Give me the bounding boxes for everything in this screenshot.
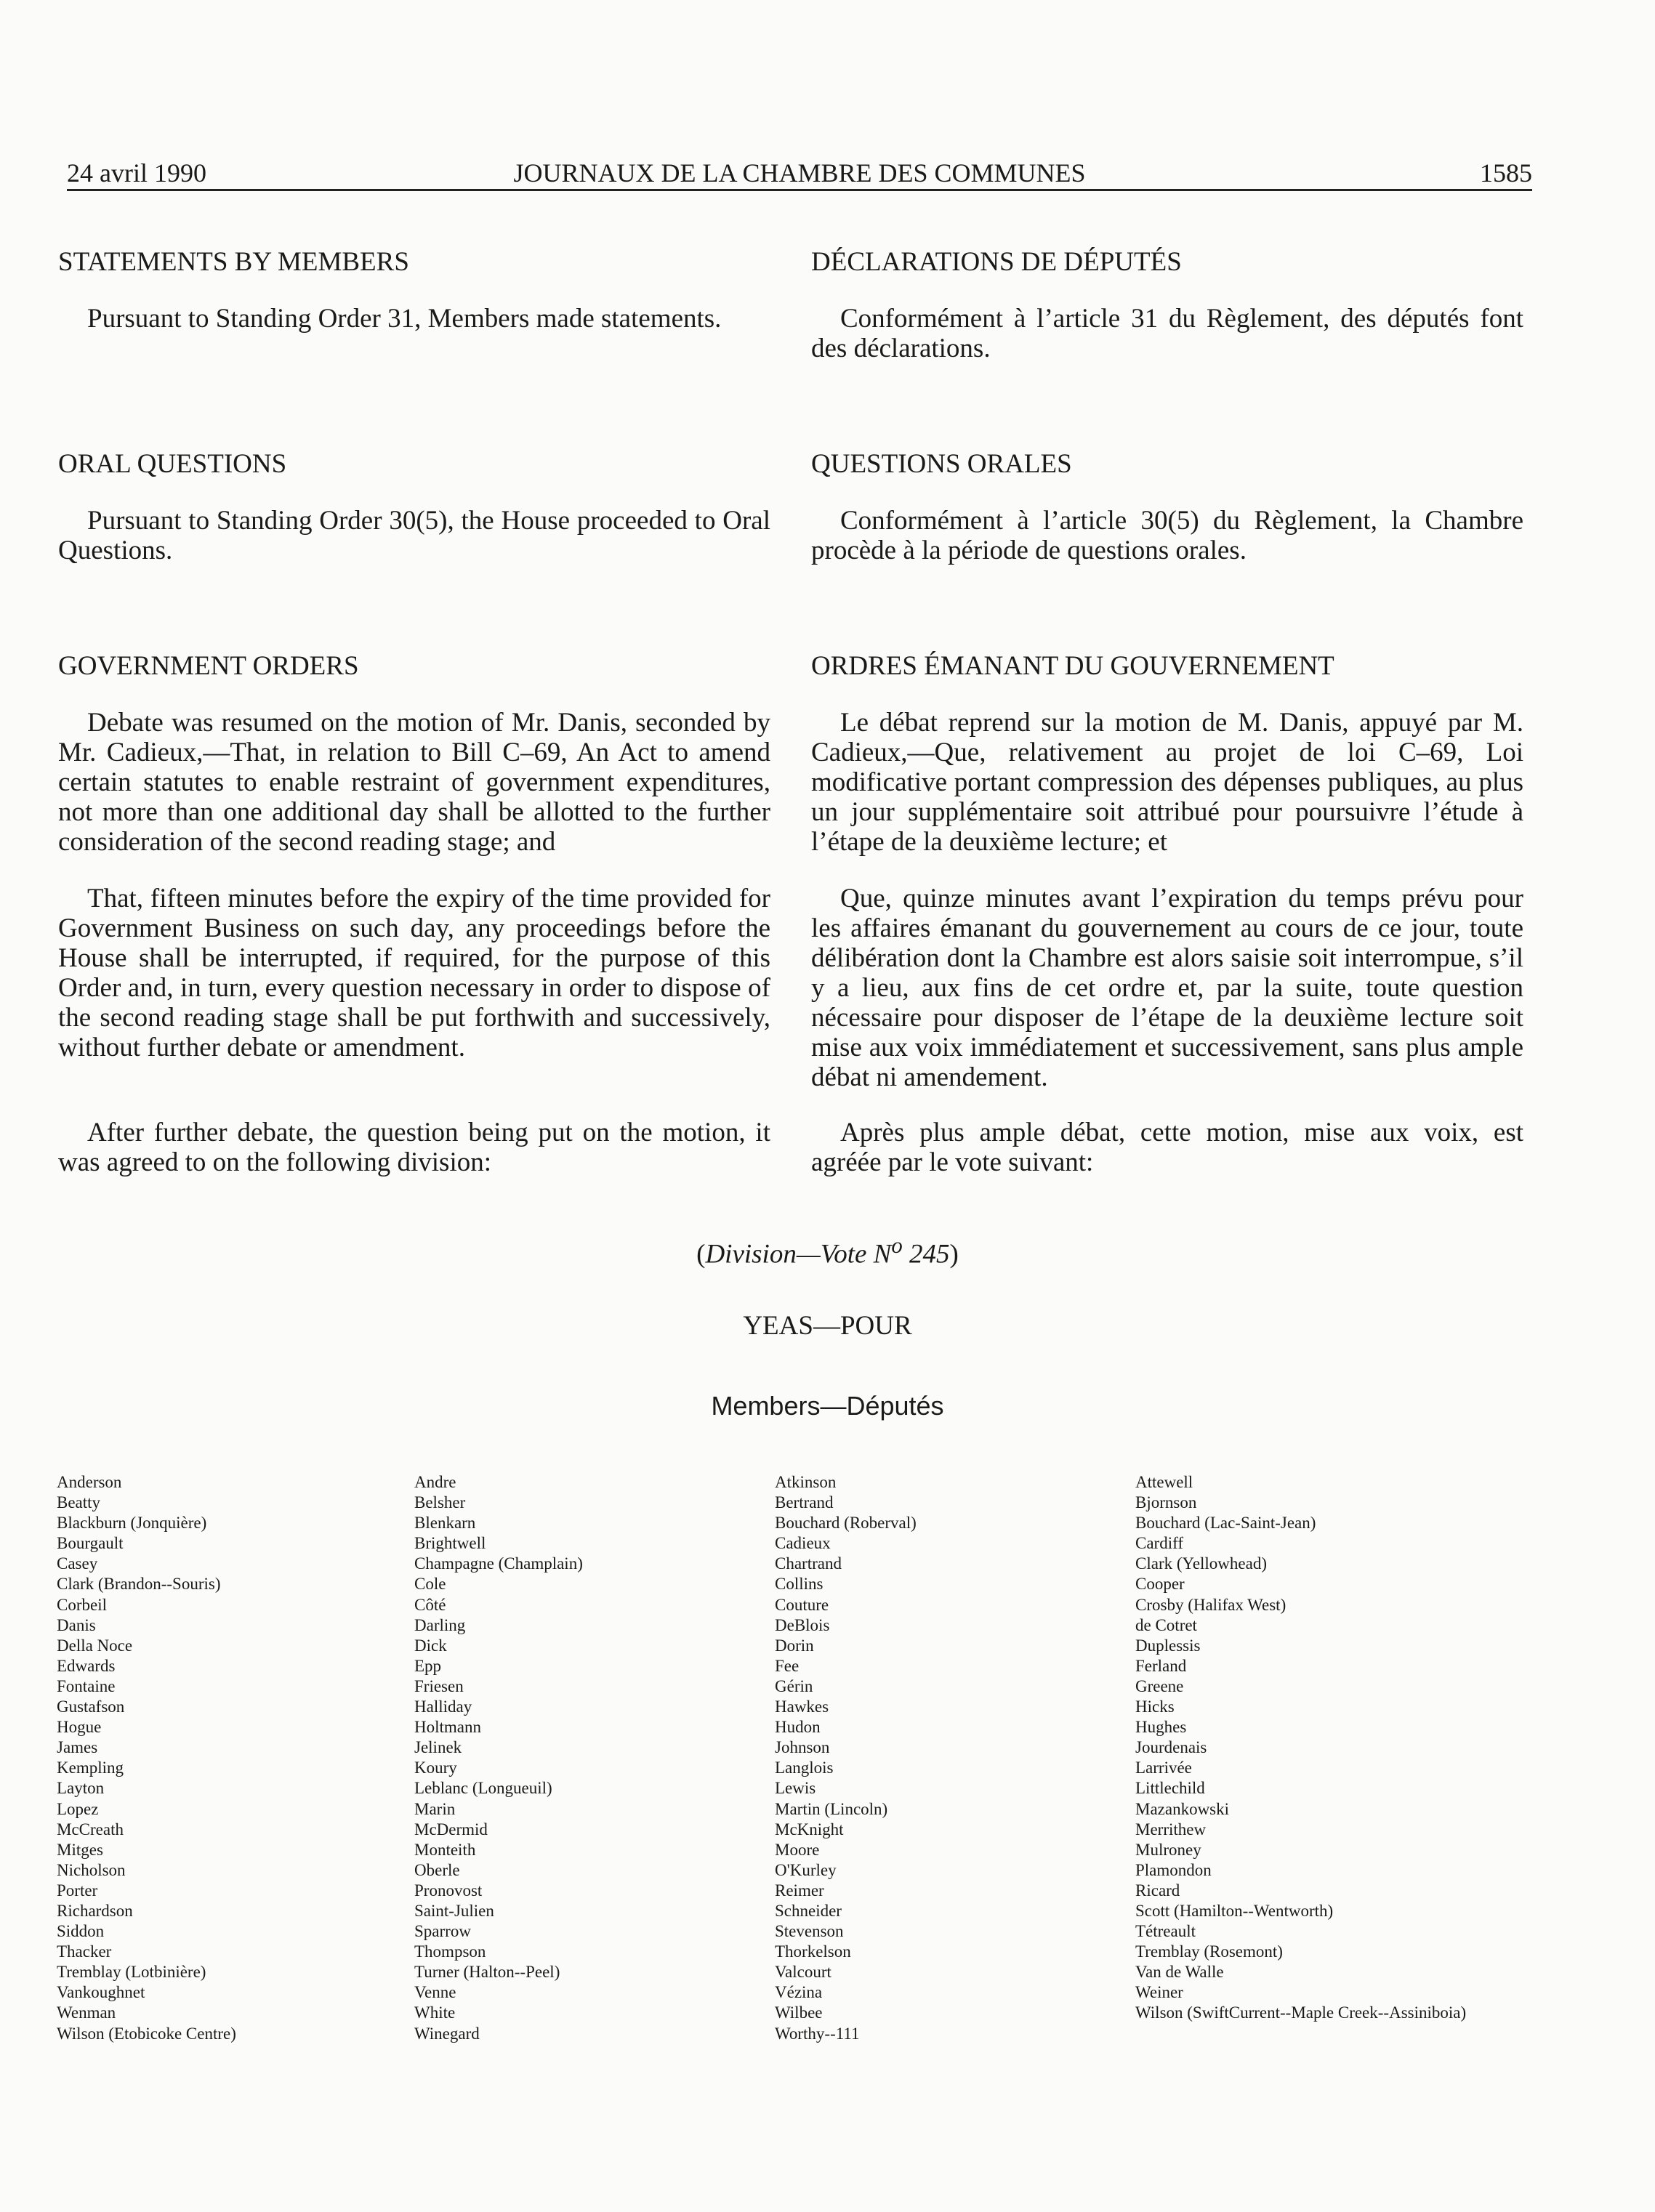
member-name: Richardson: [57, 1901, 133, 1920]
member-name: Duplessis: [1135, 1636, 1201, 1655]
member-name: Wenman: [57, 2003, 116, 2022]
member-name: Holtmann: [414, 1718, 481, 1737]
member-name: Sparrow: [414, 1922, 471, 1941]
member-name: Thompson: [414, 1942, 486, 1961]
member-name: Vankoughnet: [57, 1983, 145, 2002]
member-name: Dick: [414, 1636, 447, 1655]
member-name: Reimer: [775, 1881, 824, 1900]
member-name: Bjornson: [1135, 1493, 1197, 1512]
member-name: Tremblay (Lotbinière): [57, 1963, 206, 1982]
member-name: Turner (Halton--Peel): [414, 1963, 560, 1982]
motion-paragraph-en: Debate was resumed on the motion of Mr. Danis, seconded by Mr. Cadieux,—That, in relation to Bill C–69, An Act to amend certain statutes to enable restraint of government expenditures, not more than one additional day shall be allotted to the further consideration of the second reading stage; and: [58, 708, 770, 857]
government-orders-heading-en: GOVERNMENT ORDERS: [58, 651, 359, 681]
member-name: Bouchard (Roberval): [775, 1514, 917, 1533]
members-heading: Members—Députés: [711, 1391, 944, 1421]
member-name: Winegard: [414, 2024, 480, 2043]
member-name: Jourdenais: [1135, 1738, 1207, 1757]
member-name: Nicholson: [57, 1860, 126, 1879]
member-name: Oberle: [414, 1860, 460, 1879]
statements-heading-en: STATEMENTS BY MEMBERS: [58, 247, 409, 277]
government-orders-heading-fr: ORDRES ÉMANANT DU GOUVERNEMENT: [811, 651, 1334, 681]
member-name: Thacker: [57, 1942, 112, 1961]
member-name: DeBlois: [775, 1615, 830, 1634]
interruption-paragraph-fr: Que, quinze minutes avant l’expiration du temps prévu pour les affaires émanant du gouvernement au cours de ce jour, toute délibération dont la Chambre est alors saisie soit interrompue, s’il y a lieu, aux fins de cet ordre et, par la suite, toute question nécessaire pour disposer de l’étape de la deuxième lecture soit mise aux voix immédiatement et successivement, sans plus ample débat ni amendement.: [811, 884, 1523, 1092]
member-name: Hogue: [57, 1718, 102, 1737]
statements-text-fr: Conformément à l’article 31 du Règlement, des députés font des déclarations.: [811, 304, 1523, 363]
member-name: Attewell: [1135, 1473, 1193, 1491]
member-name: Jelinek: [414, 1738, 462, 1757]
member-name: White: [414, 2003, 456, 2022]
member-name: Blenkarn: [414, 1514, 476, 1533]
member-name: Johnson: [775, 1738, 830, 1757]
member-name: McCreath: [57, 1820, 124, 1838]
member-name: Cadieux: [775, 1534, 831, 1553]
member-name: Tétreault: [1135, 1922, 1196, 1941]
member-name: Couture: [775, 1595, 829, 1614]
members-column-2: [414, 1472, 583, 2044]
member-name: Lewis: [775, 1779, 816, 1798]
oral-questions-text-fr: Conformément à l’article 30(5) du Règlement, la Chambre procède à la période de questions orales.: [811, 506, 1523, 565]
member-name: Champagne (Champlain): [414, 1554, 583, 1573]
oral-questions-heading-fr: QUESTIONS ORALES: [811, 449, 1072, 479]
member-name: Layton: [57, 1779, 105, 1798]
member-name: Mitges: [57, 1840, 103, 1859]
member-name: Cole: [414, 1575, 446, 1594]
member-name: Martin (Lincoln): [775, 1799, 888, 1818]
member-name: Corbeil: [57, 1595, 107, 1614]
member-name: Andre: [414, 1473, 456, 1491]
member-name: Anderson: [57, 1473, 122, 1491]
member-name: Blackburn (Jonquière): [57, 1514, 207, 1533]
member-name: Pronovost: [414, 1881, 483, 1900]
member-name: Moore: [775, 1840, 820, 1859]
yeas-heading: YEAS—POUR: [743, 1311, 912, 1341]
member-name: Wilbee: [775, 2003, 823, 2022]
member-name: Weiner: [1135, 1983, 1183, 2002]
member-name: Marin: [414, 1799, 456, 1818]
interruption-paragraph-en: That, fifteen minutes before the expiry of the time provided for Government Business on such day, any proceedings before the House shall be interrupted, if required, for the purpose of this Order and, in turn, every question necessary in order to dispose of the second reading stage shall be put forthwith and successively, without further debate or amendment.: [58, 884, 770, 1062]
member-name: Brightwell: [414, 1534, 486, 1553]
member-name: Fontaine: [57, 1676, 116, 1695]
member-name: Cooper: [1135, 1575, 1185, 1594]
member-name: Scott (Hamilton--Wentworth): [1135, 1901, 1334, 1920]
members-column-3: [775, 1472, 917, 2044]
member-name: Collins: [775, 1575, 824, 1594]
division-vote-heading: (Division—Vote $N^o$ 245): [696, 1233, 959, 1270]
member-name: Porter: [57, 1881, 98, 1900]
member-name: Beatty: [57, 1493, 101, 1512]
members-column-4: [1135, 1472, 1466, 2024]
member-name: Merrithew: [1135, 1820, 1207, 1838]
member-name: Tremblay (Rosemont): [1135, 1942, 1283, 1961]
member-name: Della Noce: [57, 1636, 133, 1655]
member-name: Cardiff: [1135, 1534, 1184, 1553]
member-name: Clark (Brandon--Souris): [57, 1575, 221, 1594]
member-name: Lopez: [57, 1799, 99, 1818]
member-name: Darling: [414, 1615, 466, 1634]
member-name: Monteith: [414, 1840, 476, 1859]
member-name: Crosby (Halifax West): [1135, 1595, 1286, 1614]
member-name: Mazankowski: [1135, 1799, 1230, 1818]
member-name: Clark (Yellowhead): [1135, 1554, 1267, 1573]
member-name: Koury: [414, 1759, 457, 1777]
member-name: Hudon: [775, 1718, 821, 1737]
member-name: Bouchard (Lac-Saint-Jean): [1135, 1514, 1316, 1533]
member-name: Van de Walle: [1135, 1963, 1224, 1982]
member-name: Bourgault: [57, 1534, 124, 1553]
division-intro-fr: Après plus ample débat, cette motion, mise aux voix, est agréée par le vote suivant:: [811, 1118, 1523, 1177]
member-name: Saint-Julien: [414, 1901, 494, 1920]
member-name: Vézina: [775, 1983, 823, 2002]
member-name: Venne: [414, 1983, 456, 2002]
member-name: Wilson (SwiftCurrent--Maple Creek--Assiniboia): [1135, 2003, 1467, 2022]
member-name: Belsher: [414, 1493, 466, 1512]
page-number: 1585: [1480, 158, 1532, 187]
member-name: Danis: [57, 1615, 96, 1634]
motion-paragraph-fr: Le débat reprend sur la motion de M. Danis, appuyé par M. Cadieux,—Que, relativement au projet de loi C–69, Loi modificative portant compression des dépenses publiques, au plus un jour supplémentaire soit attribué pour poursuivre l’étude à l’étape de la deuxième lecture; et: [811, 708, 1523, 857]
member-name: O'Kurley: [775, 1860, 837, 1879]
member-name: Chartrand: [775, 1554, 842, 1573]
member-name: Friesen: [414, 1676, 464, 1695]
member-name: Larrivée: [1135, 1759, 1192, 1777]
member-name: Casey: [57, 1554, 98, 1573]
member-name: Atkinson: [775, 1473, 837, 1491]
member-name: Bertrand: [775, 1493, 834, 1512]
member-name: Ricard: [1135, 1881, 1180, 1900]
member-name: Gérin: [775, 1676, 813, 1695]
running-header: [67, 151, 1532, 191]
division-intro-en: After further debate, the question being put on the motion, it was agreed to on the following division:: [58, 1118, 770, 1177]
member-name: Fee: [775, 1656, 800, 1675]
member-name: Langlois: [775, 1759, 834, 1777]
member-name: Hughes: [1135, 1718, 1187, 1737]
member-name: Edwards: [57, 1656, 116, 1675]
member-name: Thorkelson: [775, 1942, 851, 1961]
member-name: Siddon: [57, 1922, 105, 1941]
member-name: Stevenson: [775, 1922, 844, 1941]
statements-heading-fr: DÉCLARATIONS DE DÉPUTÉS: [811, 247, 1182, 277]
header-date: 24 avril 1990: [67, 158, 206, 187]
member-name: Hawkes: [775, 1698, 829, 1716]
member-name: Dorin: [775, 1636, 814, 1655]
member-name: Côté: [414, 1595, 446, 1614]
member-name: James: [57, 1738, 98, 1757]
member-name: McDermid: [414, 1820, 488, 1838]
member-name: McKnight: [775, 1820, 844, 1838]
member-name: Wilson (Etobicoke Centre): [57, 2024, 236, 2043]
oral-questions-text-en: Pursuant to Standing Order 30(5), the House proceeded to Oral Questions.: [58, 506, 770, 565]
member-name: Ferland: [1135, 1656, 1187, 1675]
member-name: Plamondon: [1135, 1860, 1212, 1879]
member-name: Hicks: [1135, 1698, 1175, 1716]
member-name: Mulroney: [1135, 1840, 1201, 1859]
member-name: Epp: [414, 1656, 442, 1675]
member-name: Leblanc (Longueuil): [414, 1779, 552, 1798]
header-title: JOURNAUX DE LA CHAMBRE DES COMMUNES: [513, 158, 1086, 187]
member-name: Valcourt: [775, 1963, 831, 1982]
member-name: Gustafson: [57, 1698, 125, 1716]
member-name: Halliday: [414, 1698, 472, 1716]
member-name: Worthy--111: [775, 2024, 860, 2043]
member-name: Greene: [1135, 1676, 1184, 1695]
member-name: de Cotret: [1135, 1615, 1197, 1634]
member-name: Littlechild: [1135, 1779, 1205, 1798]
oral-questions-heading-en: ORAL QUESTIONS: [58, 449, 287, 479]
member-name: Schneider: [775, 1901, 842, 1920]
member-name: Kempling: [57, 1759, 124, 1777]
statements-text-en: Pursuant to Standing Order 31, Members made statements.: [87, 304, 722, 334]
members-column-1: [57, 1472, 236, 2044]
